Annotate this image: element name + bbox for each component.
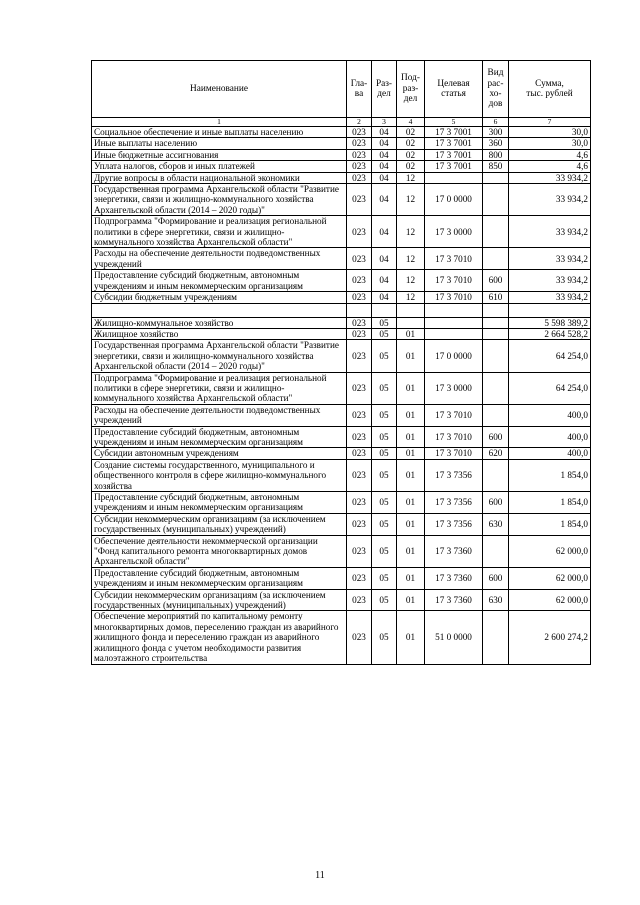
row-vid: 600 <box>483 270 509 292</box>
table-body <box>92 61 591 665</box>
table-row <box>92 535 591 567</box>
row-glava: 023 <box>347 292 372 303</box>
row-podrazdel <box>397 303 425 317</box>
row-statya: 17 3 7001 <box>425 161 483 172</box>
row-name: Предоставление субсидий бюджетным, автономным учреждениям и иным некоммерческим организациям <box>92 567 347 589</box>
row-statya <box>425 303 483 317</box>
row-podrazdel: 01 <box>397 535 425 567</box>
row-name: Создание системы государственного, муниципального и общественного контроля в сфере жилищно-коммунального хозяйства <box>92 459 347 491</box>
table-row <box>92 138 591 149</box>
header-row <box>92 61 591 118</box>
row-podrazdel: 01 <box>397 589 425 611</box>
row-sum: 2 600 274,2 <box>509 611 591 664</box>
row-razdel: 05 <box>372 611 397 664</box>
row-name: Субсидии автономным учреждениям <box>92 448 347 459</box>
row-razdel: 04 <box>372 184 397 216</box>
row-glava: 023 <box>347 270 372 292</box>
table-row <box>92 328 591 339</box>
row-razdel: 04 <box>372 149 397 160</box>
row-vid <box>483 535 509 567</box>
col-header-glava: Гла- ва <box>347 61 372 118</box>
row-name <box>92 303 347 317</box>
row-razdel: 05 <box>372 328 397 339</box>
row-statya: 17 3 7010 <box>425 270 483 292</box>
row-vid <box>483 328 509 339</box>
row-statya: 17 3 7001 <box>425 127 483 138</box>
row-razdel: 04 <box>372 138 397 149</box>
row-podrazdel: 01 <box>397 611 425 664</box>
row-statya: 17 3 7356 <box>425 513 483 535</box>
row-glava: 023 <box>347 161 372 172</box>
row-name: Обеспечение деятельности некоммерческой организации "Фонд капитального ремонта многоквартирных домов Архангельской области" <box>92 535 347 567</box>
row-vid <box>483 404 509 426</box>
row-glava: 023 <box>347 216 372 248</box>
row-podrazdel: 12 <box>397 216 425 248</box>
row-name: Жилищное хозяйство <box>92 328 347 339</box>
row-sum <box>509 303 591 317</box>
row-razdel: 04 <box>372 161 397 172</box>
page-number: 11 <box>315 870 325 881</box>
row-razdel: 04 <box>372 216 397 248</box>
row-vid <box>483 216 509 248</box>
row-vid <box>483 303 509 317</box>
row-name: Иные выплаты населению <box>92 138 347 149</box>
row-statya: 17 0 0000 <box>425 184 483 216</box>
row-vid: 600 <box>483 567 509 589</box>
table-row <box>92 404 591 426</box>
row-vid <box>483 317 509 328</box>
row-vid <box>483 248 509 270</box>
row-vid: 600 <box>483 492 509 514</box>
row-name: Подпрограмма "Формирование и реализация региональной политики в сфере энергетики, связи и жилищно-коммунального хозяйства Архангельской области" <box>92 372 347 404</box>
row-podrazdel: 02 <box>397 127 425 138</box>
row-sum: 62 000,0 <box>509 535 591 567</box>
row-name: Субсидии бюджетным учреждениям <box>92 292 347 303</box>
row-statya: 17 3 7010 <box>425 292 483 303</box>
row-podrazdel: 01 <box>397 372 425 404</box>
row-name: Расходы на обеспечение деятельности подведомственных учреждений <box>92 404 347 426</box>
row-sum: 1 854,0 <box>509 492 591 514</box>
table-row <box>92 611 591 664</box>
row-statya: 17 3 7001 <box>425 138 483 149</box>
row-vid <box>483 459 509 491</box>
row-glava: 023 <box>347 184 372 216</box>
row-podrazdel: 12 <box>397 292 425 303</box>
row-vid: 610 <box>483 292 509 303</box>
row-razdel: 05 <box>372 317 397 328</box>
row-sum: 5 598 389,2 <box>509 317 591 328</box>
table-row <box>92 270 591 292</box>
row-glava: 023 <box>347 459 372 491</box>
row-vid: 600 <box>483 426 509 448</box>
row-glava: 023 <box>347 448 372 459</box>
table-row <box>92 567 591 589</box>
row-razdel: 04 <box>372 172 397 183</box>
row-name: Социальное обеспечение и иные выплаты населению <box>92 127 347 138</box>
row-name: Другие вопросы в области национальной экономики <box>92 172 347 183</box>
table-row <box>92 372 591 404</box>
row-glava <box>347 303 372 317</box>
row-razdel <box>372 303 397 317</box>
row-statya: 17 3 7010 <box>425 448 483 459</box>
row-podrazdel: 01 <box>397 459 425 491</box>
row-podrazdel: 12 <box>397 248 425 270</box>
row-podrazdel: 01 <box>397 426 425 448</box>
row-vid <box>483 184 509 216</box>
row-podrazdel: 01 <box>397 567 425 589</box>
row-glava: 023 <box>347 172 372 183</box>
row-vid: 620 <box>483 448 509 459</box>
table-row <box>92 448 591 459</box>
row-podrazdel: 01 <box>397 340 425 372</box>
row-sum: 400,0 <box>509 404 591 426</box>
col-header-razdel: Раз- дел <box>372 61 397 118</box>
row-glava: 023 <box>347 513 372 535</box>
row-razdel: 05 <box>372 372 397 404</box>
table-row <box>92 426 591 448</box>
row-podrazdel: 01 <box>397 448 425 459</box>
col-number: 3 <box>372 118 397 127</box>
row-razdel: 04 <box>372 127 397 138</box>
row-glava: 023 <box>347 127 372 138</box>
row-podrazdel: 12 <box>397 172 425 183</box>
table-row <box>92 127 591 138</box>
row-name: Жилищно-коммунальное хозяйство <box>92 317 347 328</box>
row-razdel: 04 <box>372 270 397 292</box>
row-glava: 023 <box>347 328 372 339</box>
row-statya: 17 3 0000 <box>425 216 483 248</box>
row-sum: 4,6 <box>509 161 591 172</box>
row-razdel: 05 <box>372 567 397 589</box>
row-sum: 30,0 <box>509 138 591 149</box>
col-number: 7 <box>509 118 591 127</box>
row-vid <box>483 611 509 664</box>
row-sum: 33 934,2 <box>509 216 591 248</box>
row-sum: 1 854,0 <box>509 459 591 491</box>
row-vid <box>483 372 509 404</box>
row-statya: 17 3 7010 <box>425 426 483 448</box>
table-row <box>92 172 591 183</box>
row-name: Иные бюджетные ассигнования <box>92 149 347 160</box>
table-row <box>92 459 591 491</box>
row-glava: 023 <box>347 492 372 514</box>
table-row <box>92 216 591 248</box>
row-vid: 630 <box>483 589 509 611</box>
row-glava: 023 <box>347 138 372 149</box>
col-number: 4 <box>397 118 425 127</box>
row-sum: 33 934,2 <box>509 184 591 216</box>
row-statya: 51 0 0000 <box>425 611 483 664</box>
row-name: Государственная программа Архангельской области "Развитие энергетики, связи и жилищно-коммунального хозяйства Архангельской области (2014 – 2020 годы)" <box>92 340 347 372</box>
row-razdel: 05 <box>372 340 397 372</box>
row-glava: 023 <box>347 567 372 589</box>
row-vid: 360 <box>483 138 509 149</box>
row-sum: 33 934,2 <box>509 172 591 183</box>
row-glava: 023 <box>347 589 372 611</box>
col-number: 1 <box>92 118 347 127</box>
row-vid: 800 <box>483 149 509 160</box>
row-sum: 4,6 <box>509 149 591 160</box>
column-number-row <box>92 118 591 127</box>
col-number: 5 <box>425 118 483 127</box>
row-razdel: 05 <box>372 448 397 459</box>
row-razdel: 04 <box>372 292 397 303</box>
row-vid: 630 <box>483 513 509 535</box>
row-statya: 17 3 7360 <box>425 567 483 589</box>
col-header-statya: Целевая статья <box>425 61 483 118</box>
row-name: Субсидии некоммерческим организациям (за исключением государственных (муниципальных) учреждений) <box>92 589 347 611</box>
row-glava: 023 <box>347 248 372 270</box>
row-podrazdel: 01 <box>397 492 425 514</box>
row-statya <box>425 317 483 328</box>
table-row <box>92 513 591 535</box>
row-name: Государственная программа Архангельской области "Развитие энергетики, связи и жилищно-коммунального хозяйства Архангельской области (2014 – 2020 годы)" <box>92 184 347 216</box>
row-glava: 023 <box>347 426 372 448</box>
col-number: 2 <box>347 118 372 127</box>
row-statya: 17 3 7356 <box>425 459 483 491</box>
row-glava: 023 <box>347 340 372 372</box>
row-sum: 33 934,2 <box>509 292 591 303</box>
col-header-podrazdel: Под- раз- дел <box>397 61 425 118</box>
row-name: Расходы на обеспечение деятельности подведомственных учреждений <box>92 248 347 270</box>
row-razdel: 05 <box>372 535 397 567</box>
row-statya: 17 3 7001 <box>425 149 483 160</box>
row-glava: 023 <box>347 372 372 404</box>
table-row <box>92 317 591 328</box>
row-razdel: 05 <box>372 426 397 448</box>
row-vid: 850 <box>483 161 509 172</box>
row-statya <box>425 172 483 183</box>
row-razdel: 05 <box>372 513 397 535</box>
row-glava: 023 <box>347 404 372 426</box>
row-glava: 023 <box>347 611 372 664</box>
row-sum: 1 854,0 <box>509 513 591 535</box>
budget-table <box>91 60 591 665</box>
row-name: Предоставление субсидий бюджетным, автономным учреждениям и иным некоммерческим организациям <box>92 492 347 514</box>
row-razdel: 04 <box>372 248 397 270</box>
row-sum: 2 664 528,2 <box>509 328 591 339</box>
row-vid <box>483 172 509 183</box>
row-razdel: 05 <box>372 492 397 514</box>
row-glava: 023 <box>347 535 372 567</box>
table-row <box>92 292 591 303</box>
row-sum: 64 254,0 <box>509 372 591 404</box>
row-razdel: 05 <box>372 459 397 491</box>
row-name: Обеспечение мероприятий по капитальному ремонту многоквартирных домов, переселению граждан из аварийного жилищного фонда и переселению граждан из аварийного жилищного фонда с учетом необходимости развития малоэтажного строительства <box>92 611 347 664</box>
row-sum: 30,0 <box>509 127 591 138</box>
row-sum: 33 934,2 <box>509 248 591 270</box>
row-sum: 62 000,0 <box>509 567 591 589</box>
row-statya <box>425 328 483 339</box>
row-statya: 17 3 7356 <box>425 492 483 514</box>
spacer-row <box>92 303 591 317</box>
col-header-vid: Вид рас- хо- дов <box>483 61 509 118</box>
table-row <box>92 492 591 514</box>
row-statya: 17 0 0000 <box>425 340 483 372</box>
row-podrazdel: 01 <box>397 328 425 339</box>
row-podrazdel: 12 <box>397 270 425 292</box>
row-razdel: 05 <box>372 589 397 611</box>
row-name: Субсидии некоммерческим организациям (за исключением государственных (муниципальных) учреждений) <box>92 513 347 535</box>
table-row <box>92 340 591 372</box>
row-sum: 64 254,0 <box>509 340 591 372</box>
row-sum: 400,0 <box>509 426 591 448</box>
table-row <box>92 589 591 611</box>
row-statya: 17 3 7010 <box>425 248 483 270</box>
row-statya: 17 3 7010 <box>425 404 483 426</box>
col-number: 6 <box>483 118 509 127</box>
table-row <box>92 161 591 172</box>
row-podrazdel: 12 <box>397 184 425 216</box>
row-razdel: 05 <box>372 404 397 426</box>
row-podrazdel: 01 <box>397 513 425 535</box>
row-statya: 17 3 7360 <box>425 535 483 567</box>
row-glava: 023 <box>347 149 372 160</box>
row-name: Предоставление субсидий бюджетным, автономным учреждениям и иным некоммерческим организациям <box>92 270 347 292</box>
row-vid: 300 <box>483 127 509 138</box>
row-vid <box>483 340 509 372</box>
row-name: Уплата налогов, сборов и иных платежей <box>92 161 347 172</box>
row-name: Предоставление субсидий бюджетным, автономным учреждениям и иным некоммерческим организациям <box>92 426 347 448</box>
row-podrazdel: 01 <box>397 404 425 426</box>
table-row <box>92 248 591 270</box>
row-name: Подпрограмма "Формирование и реализация региональной политики в сфере энергетики, связи и жилищно-коммунального хозяйства Архангельской области" <box>92 216 347 248</box>
row-podrazdel <box>397 317 425 328</box>
row-sum: 62 000,0 <box>509 589 591 611</box>
row-statya: 17 3 0000 <box>425 372 483 404</box>
row-statya: 17 3 7360 <box>425 589 483 611</box>
row-sum: 400,0 <box>509 448 591 459</box>
table-row <box>92 184 591 216</box>
row-sum: 33 934,2 <box>509 270 591 292</box>
row-glava: 023 <box>347 317 372 328</box>
col-header-name: Наименование <box>92 61 347 118</box>
row-podrazdel: 02 <box>397 138 425 149</box>
row-podrazdel: 02 <box>397 161 425 172</box>
table-row <box>92 149 591 160</box>
row-podrazdel: 02 <box>397 149 425 160</box>
col-header-sum: Сумма, тыс. рублей <box>509 61 591 118</box>
